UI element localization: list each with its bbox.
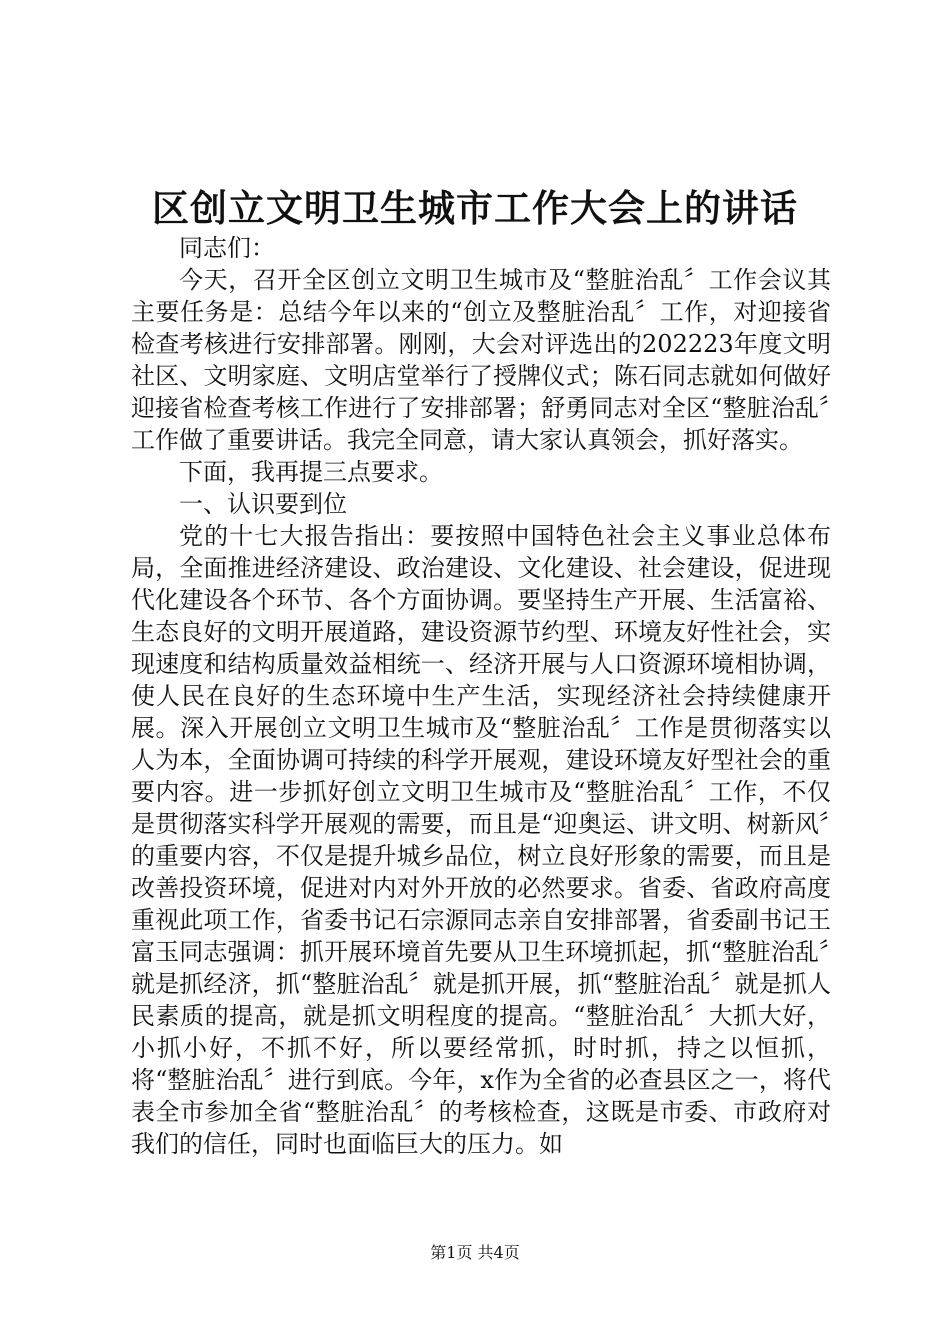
page-number-footer: 第1页 共4页 [430,1243,520,1262]
requirements-intro-paragraph: 下面，我再提三点要求。 [179,458,443,486]
body-paragraph: 党的十七大报告指出：要按照中国特色社会主义事业总体布局，全面推进经济建设、政治建设、文化建设、社会建设，促进现代化建设各个环节、各个方面协调。要坚持生产开展、生活富裕、生态良好的文明开展道路，建设资源节约型、环境友好性社会，实现速度和结构质量效益相统一、经济开展与人口资源环境相协调，使人民在良好的生态环境中生产生活，实现经济社会持续健康开展。深入开展创立文明卫生城市及“整脏治乱〞工作是贯彻落实以人为本，全面协调可持续的科学开展观，建设环境友好型社会的重要内容。进一步抓好创立文明卫生城市及“整脏治乱〞工作，不仅是贯彻落实科学开展观的需要，而且是“迎奥运、讲文明、树新风〞的重要内容，不仅是提升城乡品位，树立良好形象的需要，而且是改善投资环境，促进对内对外开放的必然要求。省委、省政府高度重视此项工作，省委书记石宗源同志亲自安排部署，省委副书记王富玉同志强调：抓开展环境首先要从卫生环境抓起，抓“整脏治乱〞就是抓经济，抓“整脏治乱〞就是抓开展，抓“整脏治乱〞就是抓人民素质的提高，就是抓文明程度的提高。“整脏治乱〞大抓大好，小抓小好，不抓不好，所以要经常抓，时时抓，持之以恒抓，将“整脏治乱〞进行到底。今年，x作为全省的必查县区之一，将代表全市参加全省“整脏治乱〞的考核检查，这既是市委、市政府对我们的信任，同时也面临巨大的压力。如 [131,522,831,1158]
document-body [131,232,831,1160]
intro-paragraph: 今天，召开全区创立文明卫生城市及“整脏治乱〞工作会议其主要任务是：总结今年以来的“创立及整脏治乱〞工作，对迎接省检查考核进行安排部署。刚刚，大会对评选出的202223年度文明社区、文明家庭、文明店堂举行了授牌仪式；陈石同志就如何做好迎接省检查考核工作进行了安排部署；舒勇同志对全区“整脏治乱〞工作做了重要讲话。我完全同意，请大家认真领会，抓好落实。 [131,266,831,454]
document-title: 区创立文明卫生城市工作大会上的讲话 [152,186,798,230]
section-heading-1: 一、认识要到位 [179,490,347,518]
salutation-paragraph: 同志们： [179,234,275,262]
